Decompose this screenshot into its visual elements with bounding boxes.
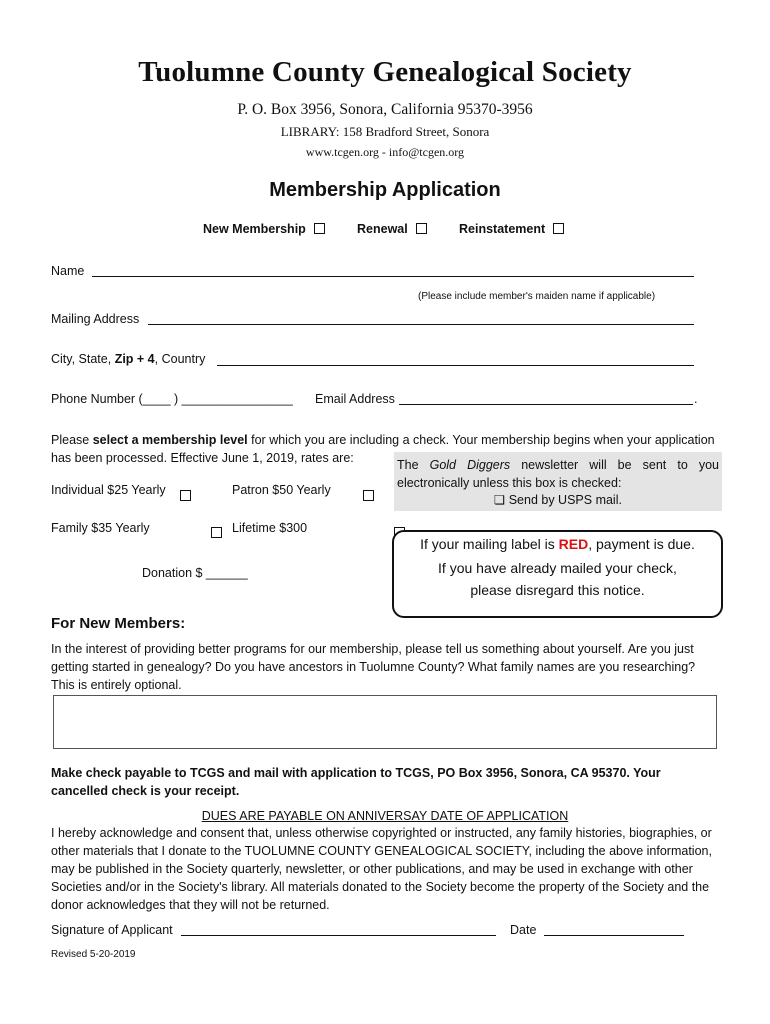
notice-line-1: If your mailing label is RED, payment is due. bbox=[420, 536, 695, 552]
new-membership-checkbox[interactable] bbox=[314, 223, 325, 234]
date-label: Date bbox=[510, 923, 537, 937]
mailing-address-label: Mailing Address bbox=[51, 312, 140, 326]
reinstatement-option bbox=[459, 222, 564, 236]
library-address: LIBRARY: 158 Bradford Street, Sonora bbox=[280, 124, 490, 139]
name-hint: (Please include member's maiden name if applicable) bbox=[418, 291, 656, 302]
individual-level-label: Individual $25 Yearly bbox=[51, 483, 166, 497]
new-membership-option bbox=[203, 222, 325, 236]
consent-line-2: other materials that I donate to the TUOLUMNE COUNTY GENEALOGICAL SOCIETY, including the above information, bbox=[51, 844, 712, 858]
family-checkbox[interactable] bbox=[211, 527, 222, 538]
patron-checkbox[interactable] bbox=[363, 490, 374, 501]
renewal-checkbox[interactable] bbox=[416, 223, 427, 234]
about-yourself-textarea[interactable] bbox=[53, 695, 717, 749]
postal-address: P. O. Box 3956, Sonora, California 95370-3956 bbox=[237, 101, 533, 118]
notice-line-3: please disregard this notice. bbox=[470, 582, 645, 598]
membership-intro-line2: has been processed. Effective June 1, 2019, rates are: bbox=[51, 451, 354, 465]
payment-instructions-1: Make check payable to TCGS and mail with application to TCGS, PO Box 3956, Sonora, CA 95370. Your bbox=[51, 766, 661, 780]
mailing-address-field[interactable] bbox=[148, 324, 694, 325]
notice-line-2: If you have already mailed your check, bbox=[438, 560, 677, 576]
organization-name: Tuolumne County Genealogical Society bbox=[138, 56, 632, 88]
email-address-field[interactable] bbox=[399, 404, 693, 405]
phone-number-field[interactable]: Phone Number (____ ) ________________ bbox=[51, 392, 293, 406]
new-members-heading: For New Members: bbox=[51, 615, 186, 632]
city-state-zip-label: City, State, Zip + 4, Country bbox=[51, 352, 206, 366]
consent-line-5: donor acknowledges that they will not be returned. bbox=[51, 898, 330, 912]
date-field[interactable] bbox=[544, 935, 684, 936]
family-level-label: Family $35 Yearly bbox=[51, 521, 150, 535]
lifetime-level-label: Lifetime $300 bbox=[232, 521, 308, 535]
signature-label: Signature of Applicant bbox=[51, 923, 173, 937]
membership-intro: Please select a membership level for which you are including a check. Your membership begins when your application bbox=[51, 433, 715, 447]
new-members-text-2: getting started in genealogy? Do you have ancestors in Tuolumne County? What family names are you researching? bbox=[51, 660, 696, 674]
renewal-label: Renewal bbox=[357, 222, 408, 236]
renewal-option bbox=[357, 222, 427, 236]
reinstatement-checkbox[interactable] bbox=[553, 223, 564, 234]
dues-heading: DUES ARE PAYABLE ON ANNIVERSAY DATE OF APPLICATION bbox=[201, 809, 569, 823]
revised-date: Revised 5-20-2019 bbox=[51, 949, 136, 960]
individual-checkbox[interactable] bbox=[180, 490, 191, 501]
new-members-text-1: In the interest of providing better programs for our membership, please tell us something about yourself. Are you just bbox=[51, 642, 694, 656]
signature-field[interactable] bbox=[181, 935, 496, 936]
new-membership-label: New Membership bbox=[203, 222, 306, 236]
name-label: Name bbox=[51, 264, 85, 278]
email-address-label: Email Address bbox=[315, 392, 395, 406]
email-line-end: . bbox=[694, 392, 698, 406]
reinstatement-label: Reinstatement bbox=[459, 222, 546, 236]
consent-line-3: may be published in the Society quarterly, newsletter, or other publications, and may be used in exchange with other bbox=[51, 862, 693, 876]
contact-web-email: www.tcgen.org - info@tcgen.org bbox=[305, 145, 465, 159]
city-state-zip-field[interactable] bbox=[217, 365, 694, 366]
name-field[interactable] bbox=[92, 276, 694, 277]
send-by-usps-option[interactable]: ❏ Send by USPS mail. bbox=[494, 493, 622, 507]
new-members-text-3: This is entirely optional. bbox=[51, 678, 182, 692]
newsletter-text: The Gold Diggers newsletter will be sent to you electronically unless this box is checked: bbox=[397, 458, 719, 490]
donation-field[interactable]: Donation $ ______ bbox=[142, 566, 248, 580]
consent-line-1: I hereby acknowledge and consent that, unless otherwise copyrighted or instructed, any family histories, biographies, or bbox=[51, 826, 712, 840]
patron-level-label: Patron $50 Yearly bbox=[232, 483, 331, 497]
consent-line-4: Societies and/or in the Society's library. All materials donated to the Society become the property of the Society and the bbox=[51, 880, 710, 894]
form-title: Membership Application bbox=[269, 179, 501, 201]
payment-instructions-2: cancelled check is your receipt. bbox=[51, 784, 240, 798]
